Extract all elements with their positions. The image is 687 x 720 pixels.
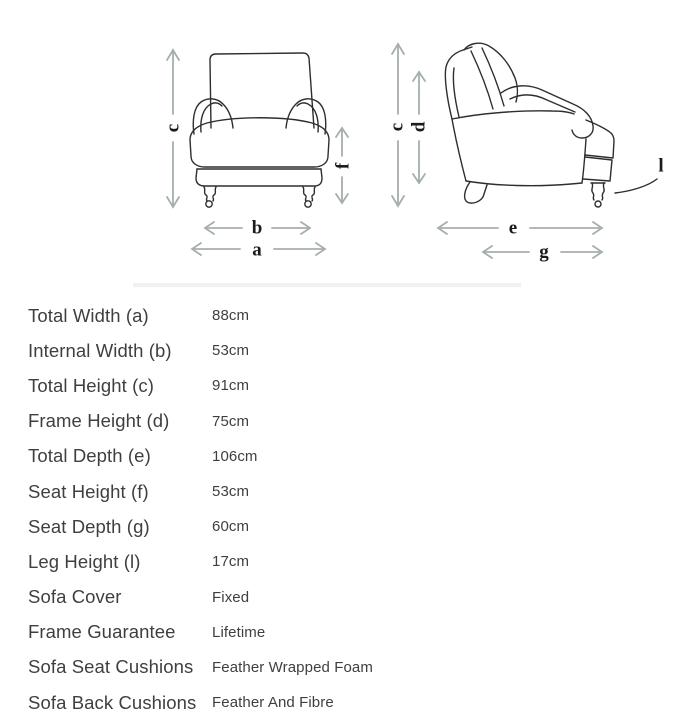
spec-row-frame-height (28, 404, 673, 439)
spec-row-leg-height (28, 544, 673, 579)
spec-label: Frame Height (d) (28, 410, 170, 432)
spec-value: 106cm (212, 447, 258, 465)
sofa-side-view-sketch (445, 43, 657, 207)
spec-row-seat-depth (28, 509, 673, 544)
spec-label: Seat Height (f) (28, 480, 149, 502)
spec-value: Feather Wrapped Foam (212, 658, 373, 676)
spec-row-total-height (28, 368, 673, 403)
spec-label: Total Depth (e) (28, 445, 151, 467)
dim-label-g: g (539, 241, 549, 263)
spec-row-total-depth (28, 439, 673, 474)
spec-value: 53cm (212, 342, 250, 360)
spec-label: Sofa Seat Cushions (28, 656, 194, 678)
spec-label: Sofa Back Cushions (28, 691, 197, 713)
spec-row-frame-guarantee (28, 615, 673, 650)
spec-row-back-cushions (28, 685, 673, 720)
dim-label-a: a (252, 239, 262, 261)
spec-row-seat-height (28, 474, 673, 509)
armchair-front-view-sketch (190, 53, 329, 207)
dimension-diagram-svg (0, 0, 687, 290)
spec-row-seat-cushions (28, 650, 673, 685)
spec-label: Total Height (c) (28, 374, 155, 396)
spec-label: Internal Width (b) (28, 339, 172, 361)
dimension-diagram (0, 0, 687, 290)
dim-label-c-front: c (162, 123, 184, 133)
spec-value: 60cm (212, 518, 250, 536)
spec-label: Total Width (a) (28, 304, 149, 326)
spec-value: Feather And Fibre (212, 694, 334, 712)
spec-value: Lifetime (212, 623, 266, 641)
arrow-total-depth (438, 222, 602, 234)
dim-label-l: l (658, 155, 664, 177)
image-edge-artifact (133, 283, 521, 287)
spec-row-total-width (28, 298, 673, 333)
spec-row-sofa-cover (28, 580, 673, 615)
dim-label-c-side: c (386, 122, 408, 132)
spec-label: Leg Height (l) (28, 550, 141, 572)
dim-label-f: f (332, 162, 354, 170)
spec-row-internal-width (28, 333, 673, 368)
spec-value: 17cm (212, 553, 250, 571)
spec-value: Fixed (212, 588, 250, 606)
dim-label-b: b (251, 217, 263, 239)
spec-label: Frame Guarantee (28, 621, 176, 643)
spec-table (28, 298, 673, 720)
spec-label: Seat Depth (g) (28, 515, 150, 537)
spec-value: 53cm (212, 483, 250, 501)
dim-label-e: e (508, 217, 518, 239)
dim-label-d: d (408, 121, 430, 133)
spec-value: 88cm (212, 307, 250, 325)
spec-value: 91cm (212, 377, 250, 395)
spec-value: 75cm (212, 412, 250, 430)
spec-label: Sofa Cover (28, 586, 122, 608)
